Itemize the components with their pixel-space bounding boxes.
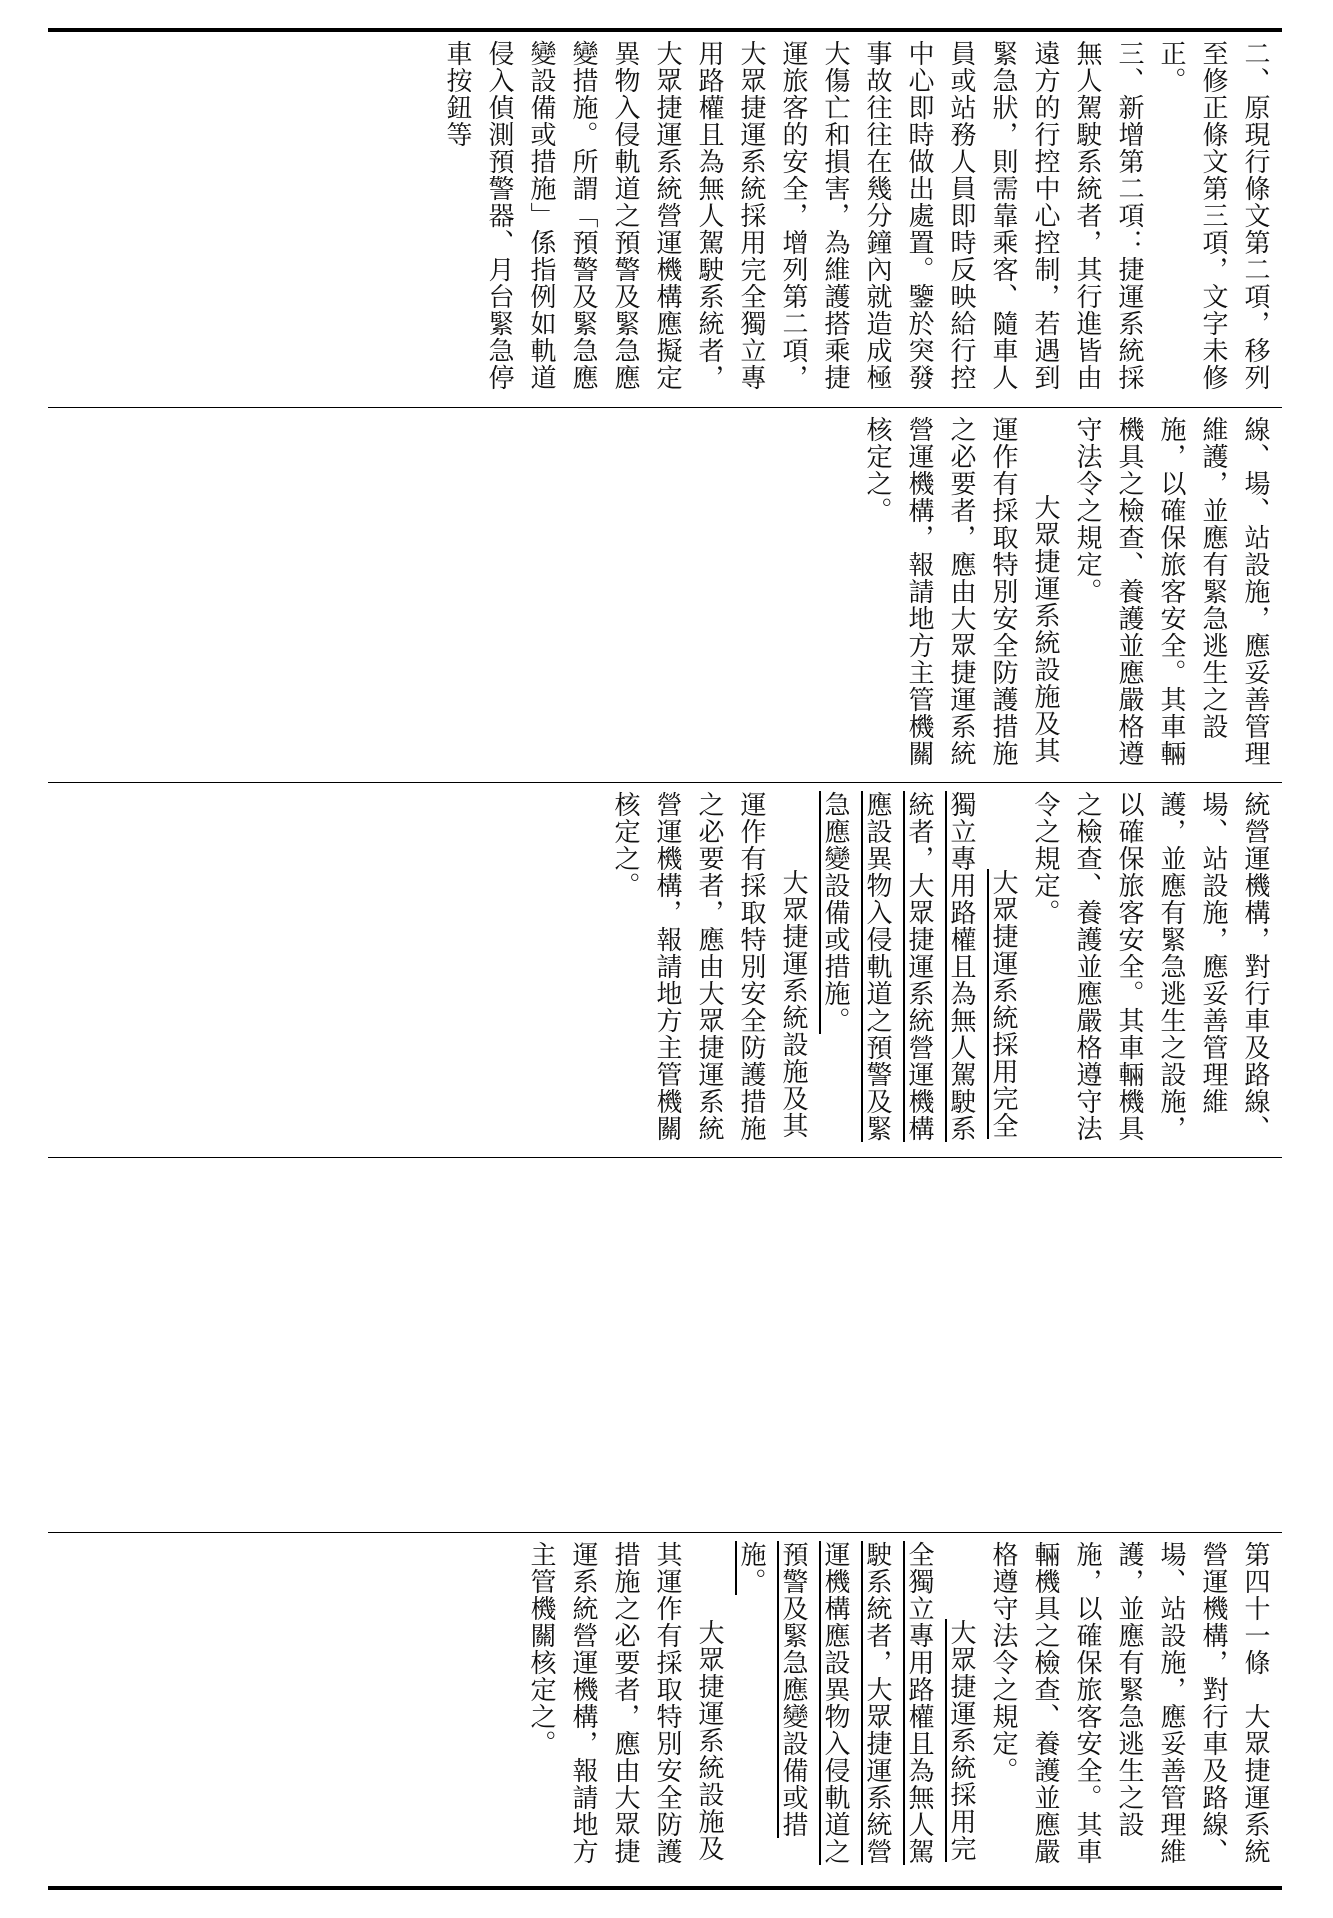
amended-law-para-2-underlined: 大眾捷運系統採用完全獨立專用路權且為無人駕駛系統者，大眾捷運系統營運機構應設異物入侵軌道之預警及緊急應變設備或措施。 [820, 791, 1018, 1142]
article-41-para-1: 第四十一條 大眾捷運系統營運機構，對行車及路線、場、站設施，應妥善管理維護，並應有緊急逃生之設施，以確保旅客安全。其車輛機具之檢查、養護並應嚴格遵守法令之規定。 [988, 1541, 1270, 1865]
article-41-row [48, 1532, 1282, 1890]
explanation-item-2: 二、原現行條文第二項，移列至修正條文第三項，文字未修正。 [1156, 40, 1270, 391]
article-41-text [48, 1533, 1282, 1890]
empty-row [48, 1157, 1282, 1532]
current-law-para-1: 線、場、站設施，應妥善管理維護，並應有緊急逃生之設施，以確保旅客安全。其車輛機具之檢查、養護並應嚴格遵守法令之規定。 [1072, 416, 1270, 767]
amended-law-text [48, 783, 1282, 1157]
current-law-text [48, 408, 1282, 782]
explanation-text [48, 32, 1282, 407]
amended-law-para-1: 統營運機構，對行車及路線、場、站設施，應妥善管理維護，並應有緊急逃生之設施，以確保旅客安全。其車輛機具之檢查、養護並應嚴格遵守法令之規定。 [1030, 791, 1270, 1142]
current-law-row [48, 407, 1282, 782]
explanation-row [48, 32, 1282, 407]
article-41-para-3: 大眾捷運系統設施及其運作有採取特別安全防護措施之必要者，應由大眾捷運系統營運機構，報請地方主管機關核定之。 [526, 1541, 724, 1865]
explanation-item-3: 三、新增第二項：捷運系統採無人駕駛系統者，其行進皆由遠方的行控中心控制，若遇到緊急狀，則需靠乘客、隨車人員或站務人員即時反映給行控中心即時做出處置。鑒於突發事故往往在幾分鐘內就造成極大傷亡和損害，為維護搭乘捷運旅客的安全，增列第二項，大眾捷運系統採用完全獨立專用路權且為無人駕駛系統者，大眾捷運系統營運機構應擬定異物入侵軌道之預警及緊急應變措施。所謂「預警及緊急應變設備或措施」係指例如軌道侵入偵測預警器、月台緊急停車按鈕等 [442, 40, 1144, 391]
amended-law-row [48, 782, 1282, 1157]
amended-law-para-3: 大眾捷運系統設施及其運作有採取特別安全防護措施之必要者，應由大眾捷運系統營運機構，報請地方主管機關核定之。 [610, 791, 808, 1142]
current-law-para-2: 大眾捷運系統設施及其運作有採取特別安全防護措施之必要者，應由大眾捷運系統營運機構，報請地方主管機關核定之。 [862, 416, 1060, 767]
document-page [48, 28, 1282, 1890]
article-41-para-2-underlined: 大眾捷運系統採用完全獨立專用路權且為無人駕駛系統者，大眾捷運系統營運機構應設異物入侵軌道之預警及緊急應變設備或措施。 [736, 1541, 976, 1865]
